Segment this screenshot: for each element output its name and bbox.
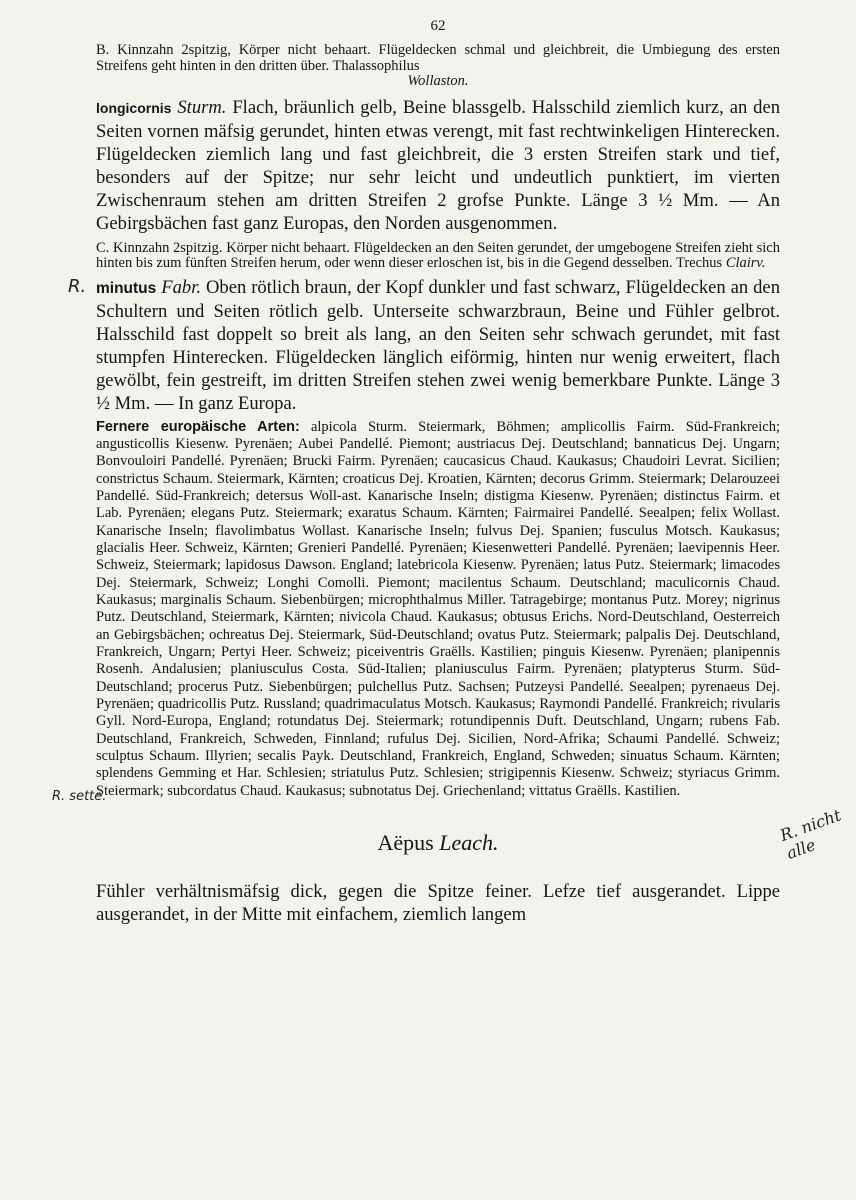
- species-author-minutus: Fabr.: [161, 276, 202, 298]
- genus-author: Leach.: [439, 830, 499, 856]
- longicornis-entry: [96, 96, 780, 235]
- minutus-entry: [68, 275, 780, 415]
- genus-heading-aepus: [96, 830, 780, 856]
- species-description-longicornis: Flach, bräunlich gelb, Beine blassgelb. Halsschild ziemlich kurz, an den Seiten vornen mäfsig gerundet, hinten etwas verengt, mit fast rechtwinkeligen Hinterecken. Flügeldecken ziemlich lang und fast gleichbreit, die 3 ersten Streifen stark und tief, besonders auf der Spitze; nur sehr leicht und undeutlich punktiert, im vierten Zwischenraum stehen am dritten Streifen 2 grofse Punkte. Länge 3 ½ Mm. — An Gebirgsbächen fast ganz Europas, den Norden ausgenommen.: [96, 96, 781, 234]
- section-b-author-line: [96, 74, 780, 90]
- species-author-longicornis: Sturm.: [177, 96, 227, 118]
- fernere-arten-heading: Fernere europäische Arten:: [96, 418, 300, 435]
- genus-name: Aëpus: [377, 830, 434, 856]
- section-b-author: Wollaston.: [407, 73, 469, 89]
- species-name-longicornis: longicornis: [96, 99, 172, 116]
- fernere-arten-list: [96, 419, 780, 801]
- handwritten-margin-note-left: R. sette.: [52, 789, 107, 804]
- section-c-key: [96, 241, 780, 272]
- fernere-arten-text: alpicola Sturm. Steiermark, Böhmen; amplicollis Fairm. Süd-Frankreich; angusticollis Kiesenw. Pyrenäen; Aubei Pandellé. Piemont; austriacus Dej. Deutschland; bannaticus Dej. Ungarn; Bonvouloiri Pandellé. Pyrenäen; Brucki Fairm. Pyrenäen; caucasicus Chaud. Kaukasus; Chaudoiri Levrat. Sicilien; constrictus Schaum. Steiermark, Kärnten; croaticus Dej. Kroatien, Kärnten; decorus Grimm. Steiermark; Delarouzeei Pandellé. Süd-Frankreich; detersus Woll-ast. Kanarische Inseln; distigma Kiesenw. Pyrenäen; distinctus Fairm. et Lab. Pyrenäen; elegans Putz. Steiermark; exaratus Schaum. Kärnten; Fairmairei Pandellé. Seealpen; felix Wollast. Kanarische Inseln; flavolimbatus Wollast. Kanarische Inseln; fulvus Dej. Spanien; fusculus Motsch. Kaukasus; glacialis Heer. Schweiz, Kärnten; Grenieri Pandellé. Pyrenäen; Kiesenwetteri Pandellé. Pyrenäen; laevipennis Heer. Schweiz, Steiermark; lapidosus Dawson. England; latebricola Kiesenw. Pyrenäen; latus Putz. Steiermark; limacodes Dej. Steiermark, Schweiz; Longhi Comolli. Piemont; macilentus Schaum. Deutschland; maculicornis Chaud. Kaukasus; marginalis Schaum. Siebenbürgen; microphthalmus Miller. Tatragebirge; montanus Putz. Morey; nigrinus Putz. Deutschland, Steiermark, Kärnten; nivicola Chaud. Kaukasus; obtusus Erichs. Nord-Deutschland, Oesterreich an Gebirgsbächen; ochreatus Dej. Steiermark, Süd-Deutschland; ovatus Putz. Steiermark; palpalis Dej. Deutschland, Frankreich, Ungarn; Pertyi Heer. Schweiz; piceiventris Graëlls. Kastilien; pinguis Kiesenw. Pyrenäen; planipennis Rosenh. Andalusien; planiusculus Costa. Süd-Italien; planiusculus Fairm. Pyrenäen; platypterus Sturm. Süd-Deutschland; procerus Putz. Siebenbürgen; pulchellus Putz. Sachsen; Putzeysi Pandellé. Seealpen; pyrenaeus Dej. Pyrenäen; quadricollis Putz. Russland; quadrimaculatus Motsch. Kaukasus; Raymondi Pandellé. Frankreich; rivularis Gyll. Nord-Europa, England; rotundatus Dej. Steiermark; rotundipennis Duft. Deutschland, Ungarn; rubens Fab. Deutschland, Frankreich, Schweden, Finnland; rufulus Dej. Sicilien, Nord-Afrika; Schaumi Pandellé. Schweiz; sculptus Schaum. Illyrien; secalis Payk. Deutschland, Frankreich, England, Schweden; sinuatus Schaum. Kärnten; splendens Gemming et Har. Schlesien; striatulus Putz. Schlesien; strigipennis Kiesenw. Schweiz; styriacus Grimm. Steiermark; subcordatus Chaud. Kaukasus; subnotatus Dej. Griechenland; vittatus Graëlls. Kastilien.: [96, 418, 780, 799]
- section-c-text: C. Kinnzahn 2spitzig. Körper nicht behaart. Flügeldecken an den Seiten gerundet, der umgebogene Streifen zieht sich hinten bis zum fünften Streifen herum, oder wenn dieser erloschen ist, bis in die Gegend desselben. Trechus: [96, 239, 780, 271]
- species-description-minutus: Oben rötlich braun, der Kopf dunkler und fast schwarz, Flügeldecken an den Schultern und Seiten rötlich gelb. Unterseite schwarzbraun, Beine und Fühler gelbrot. Halsschild fast doppelt so breit als lang, an den Seiten sehr schwach gerundet, mit fast stumpfen Hinterecken. Flügeldecken länglich eiförmig, hinten nur wenig erweitert, flach gewölbt, fein gestreift, im dritten Streifen stehen zwei wenig bemerkbare Punkte. Länge 3 ½ Mm. — In ganz Europa.: [96, 276, 780, 414]
- section-c-author: Clairv.: [725, 255, 766, 271]
- aepus-description: Fühler verhältnismäfsig dick, gegen die Spitze feiner. Lefze tief ausgerandet. Lippe ausgerandet, in der Mitte mit einfachem, ziemlich langem: [96, 881, 780, 926]
- section-b-text: B. Kinnzahn 2spitzig, Körper nicht behaart. Flügeldecken schmal und gleichbreit, die Umbiegung des ersten Streifens geht hinten in den dritten über. Thalassophilus: [96, 42, 780, 74]
- handwritten-margin-note-right: R. nicht alle: [777, 805, 844, 863]
- page-number: 62: [430, 18, 446, 34]
- minutus-margin-note: R.: [68, 275, 87, 297]
- species-name-minutus: minutus: [96, 279, 157, 297]
- section-b-key: [96, 43, 780, 74]
